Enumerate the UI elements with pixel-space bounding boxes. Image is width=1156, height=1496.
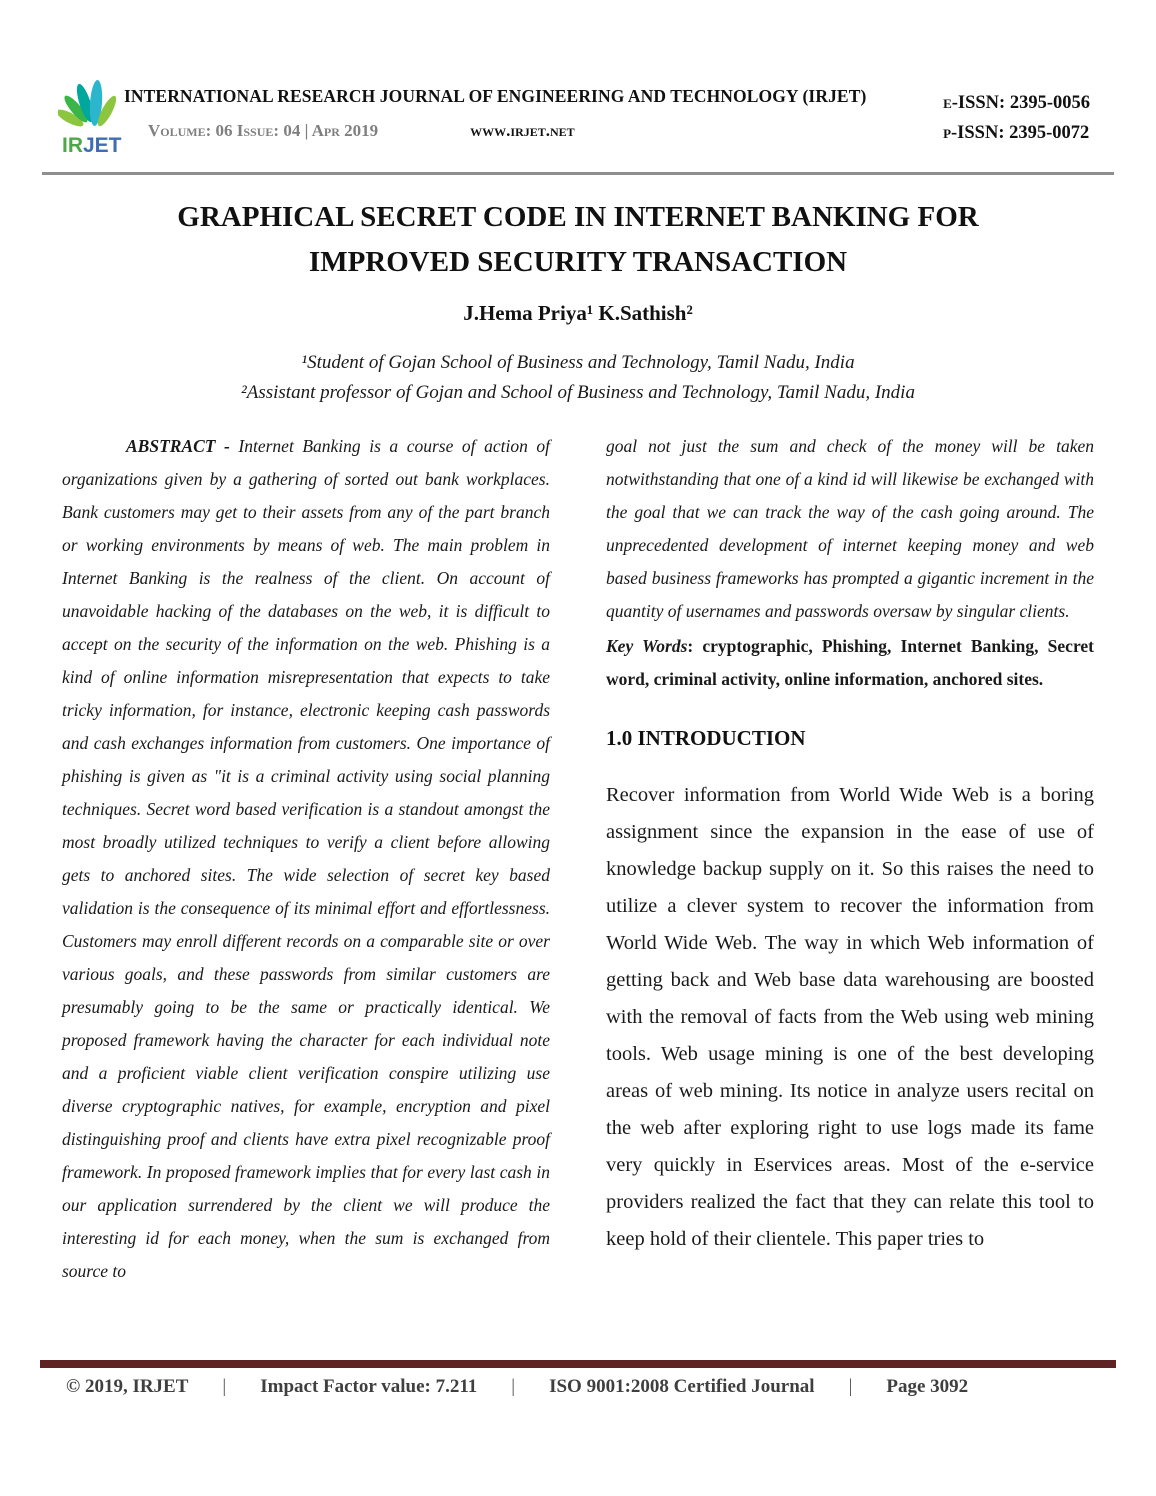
introduction-paragraph: Recover information from World Wide Web is a boring assignment since the expansion in the ease of use of knowledge backup supply on it. So this raises the need to utilize a clever system to recover the information from World Wide Web. The way in which Web information of getting back and Web base data warehousing are boosted with the removal of facts from the Web using web mining tools. Web usage mining is one of the best developing areas of web mining. Its notice in analyze users recital on the web after exploring right to use logs made its fame very quickly in Eservices areas. Most of the e-service providers realized the fact that they can relate this tool to keep hold of their clientele. This paper tries to (606, 783, 1094, 1250)
keywords-label: Key Words (606, 635, 688, 656)
affiliation-1: ¹Student of Gojan School of Business and Technology, Tamil Nadu, India (301, 351, 855, 373)
affiliations (0, 348, 1156, 408)
footer-page-number: Page 3092 (886, 1376, 969, 1397)
affiliation-2: ²Assistant professor of Gojan and School of Business and Technology, Tamil Nadu, India (241, 381, 915, 403)
e-issn: e-ISSN: 2395-0056 (943, 93, 1090, 113)
irjet-leaf-icon (58, 78, 122, 164)
header-left (58, 78, 866, 164)
irjet-logo (58, 78, 122, 164)
right-column (606, 430, 1094, 1288)
abstract-label: ABSTRACT - (126, 435, 230, 456)
journal-website: www.irjet.net (470, 121, 575, 140)
logo-text-ir: IR (62, 134, 83, 157)
abstract-paragraph (62, 430, 550, 1288)
volume-issue-line: Volume: 06 Issue: 04 | Apr 2019 (148, 121, 379, 140)
authors-line: J.Hema Priya¹ K.Sathish² (463, 300, 693, 325)
header-text-block (124, 78, 866, 141)
abstract-text: Internet Banking is a course of action of organizations given by a gathering of sorted out bank workplaces. Bank customers may get to their assets from any of the part branch or working environments by means of web. The main problem in Internet Banking is the realness of the client. On account of unavoidable hacking of the databases on the web, it is difficult to accept on the security of the information on the web. Phishing is a kind of online information misrepresentation that expects to take tricky information, for instance, electronic keeping cash passwords and cash exchanges information from customers. One importance of phishing is given as "it is a criminal activity using social planning techniques. Secret word based verification is a standout amongst the most broadly utilized techniques to verify a client before allowing gets to anchored sites. The wide selection of secret key based validation is the consequence of its minimal effort and effortlessness. Customers may enroll different records on a comparable site or over various goals, and these passwords from similar customers are presumably going to be the same or practically identical. We proposed framework having the character for each individual note and a proficient viable client verification conspire utilizing use diverse cryptographic natives, for example, encryption and pixel distinguishing proof and clients have extra pixel recognizable proof framework. In proposed framework implies that for every last cash in our application surrendered by the client we will produce the interesting id for each money, when the sum is exchanged from source to (62, 435, 550, 1281)
footer-separator: | (222, 1376, 227, 1397)
keywords-paragraph (606, 630, 1094, 696)
abstract-continuation: goal not just the sum and check of the money will be taken notwithstanding that one of a kind id will likewise be exchanged with the goal that we can track the way of the cash going around. The unprecedented development of internet keeping money and web based business frameworks has prompted a gigantic increment in the quantity of usernames and passwords oversaw by singular clients. (606, 435, 1094, 621)
left-column (62, 430, 550, 1288)
footer-divider-rule (40, 1360, 1116, 1368)
issn-block (943, 78, 1090, 148)
header-row2 (124, 121, 866, 141)
journal-name: INTERNATIONAL RESEARCH JOURNAL OF ENGINEERING AND TECHNOLOGY (IRJET) (124, 86, 867, 106)
journal-header (0, 0, 1156, 164)
header-divider-rule (42, 172, 1114, 175)
p-issn: p-ISSN: 2395-0072 (943, 123, 1090, 143)
logo-text-jet: JET (83, 134, 122, 157)
footer-copyright: © 2019, IRJET (66, 1376, 189, 1397)
page-footer (0, 1360, 1156, 1398)
footer-iso-certification: ISO 9001:2008 Certified Journal (549, 1376, 815, 1397)
footer-row (66, 1376, 1094, 1398)
introduction-heading: 1.0 INTRODUCTION (606, 725, 806, 750)
footer-separator: | (848, 1376, 853, 1397)
footer-separator: | (511, 1376, 516, 1397)
paper-title: GRAPHICAL SECRET CODE IN INTERNET BANKING FOR IMPROVED SECURITY TRANSACTION (177, 201, 979, 278)
footer-impact-factor: Impact Factor value: 7.211 (260, 1376, 478, 1397)
svg-text:IRJET (62, 134, 122, 157)
two-column-body (0, 430, 1156, 1288)
keywords-text: : cryptographic, Phishing, Internet Banking, Secret word, criminal activity, online information, anchored sites. (606, 635, 1094, 689)
